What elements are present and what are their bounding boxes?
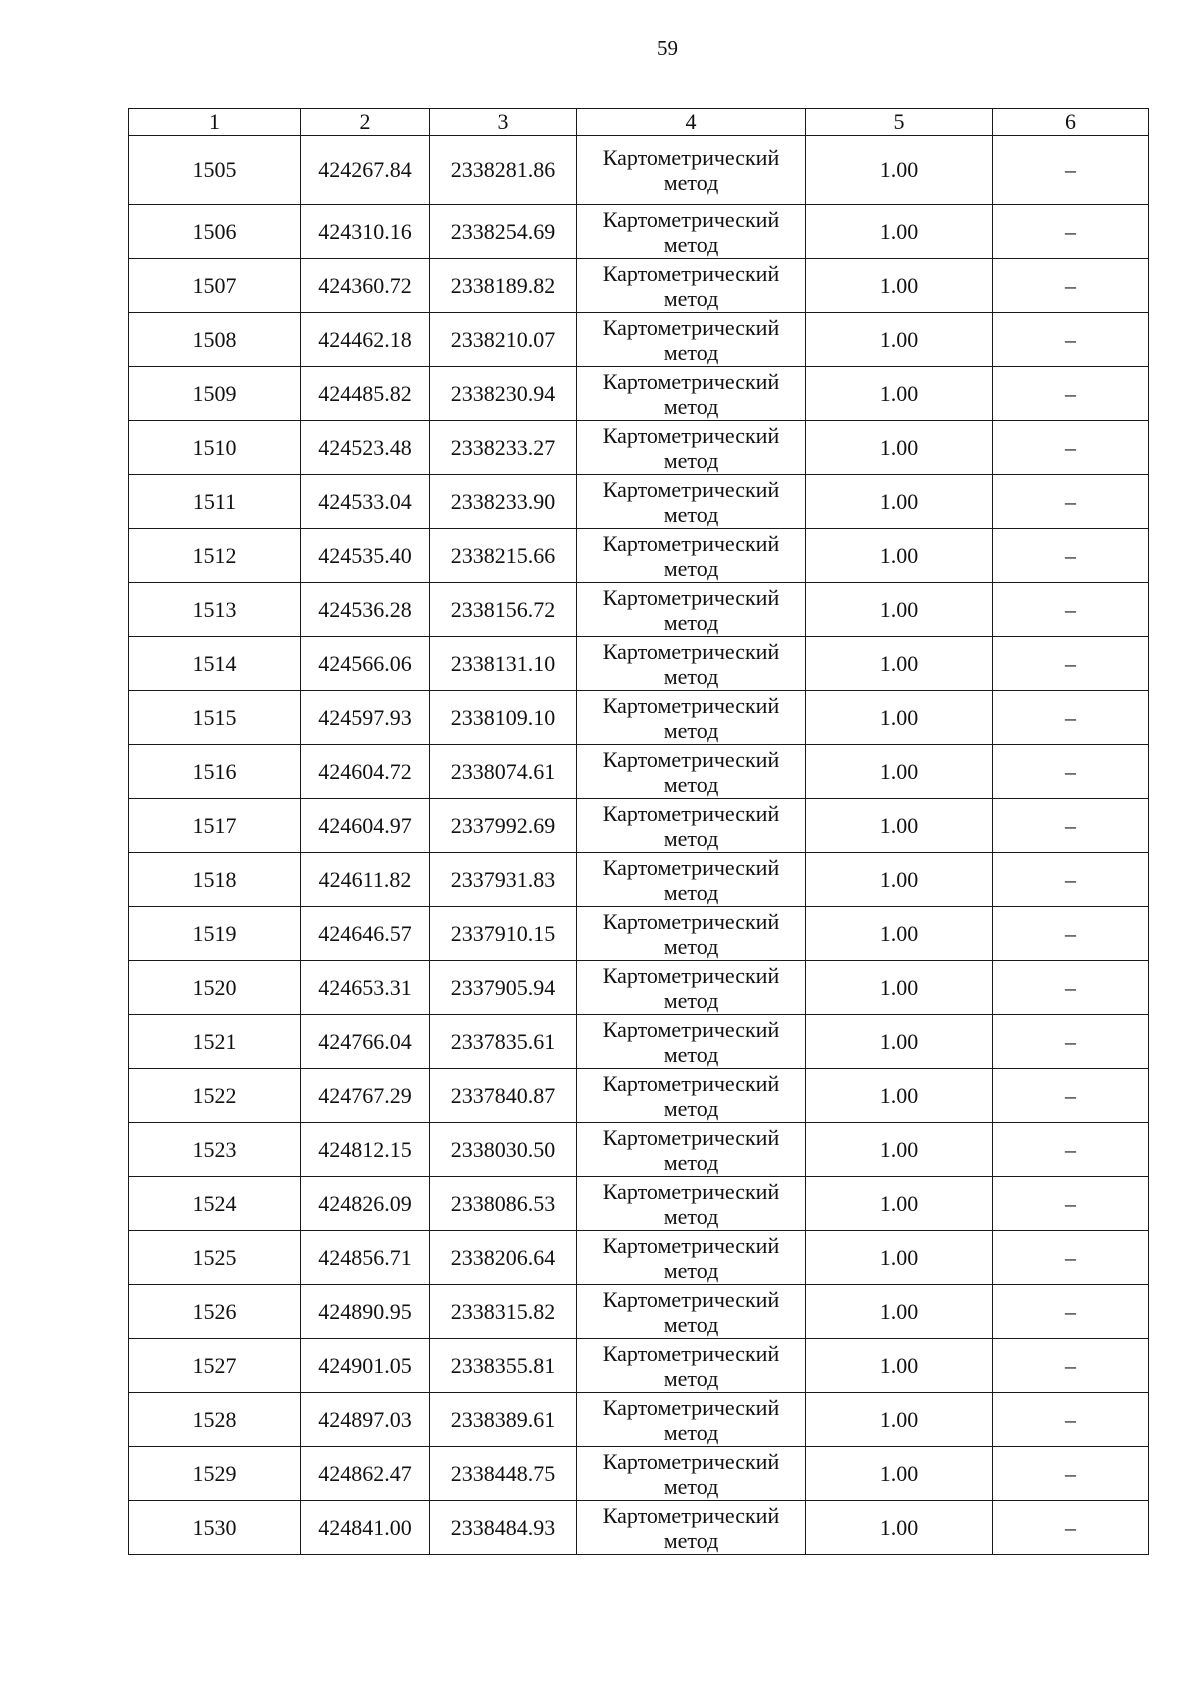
table-row [129, 691, 1149, 745]
method-text-line: Картометрический [602, 962, 780, 988]
method-cell [577, 1339, 806, 1393]
x-coordinate-cell: 424597.93 [301, 691, 430, 745]
accuracy-cell: 1.00 [806, 1339, 993, 1393]
method-text-line: метод [663, 1365, 719, 1391]
point-number-cell: 1511 [129, 475, 301, 529]
note-cell: – [993, 1447, 1149, 1501]
x-coordinate-cell: 424267.84 [301, 136, 430, 205]
method-text-line: Картометрический [602, 1016, 780, 1042]
method-text-line: Картометрический [602, 206, 780, 232]
method-cell [577, 583, 806, 637]
y-coordinate-cell: 2338389.61 [430, 1393, 577, 1447]
y-coordinate-cell: 2338281.86 [430, 136, 577, 205]
method-cell [577, 961, 806, 1015]
x-coordinate-cell: 424566.06 [301, 637, 430, 691]
point-number-cell: 1527 [129, 1339, 301, 1393]
method-text-line: Картометрический [602, 1070, 780, 1096]
table-row [129, 475, 1149, 529]
y-coordinate-cell: 2338086.53 [430, 1177, 577, 1231]
method-cell [577, 691, 806, 745]
x-coordinate-cell: 424646.57 [301, 907, 430, 961]
x-coordinate-cell: 424485.82 [301, 367, 430, 421]
point-number-cell: 1515 [129, 691, 301, 745]
method-cell [577, 136, 806, 205]
point-number-cell: 1516 [129, 745, 301, 799]
x-coordinate-cell: 424653.31 [301, 961, 430, 1015]
accuracy-cell: 1.00 [806, 907, 993, 961]
table-row [129, 799, 1149, 853]
x-coordinate-cell: 424462.18 [301, 313, 430, 367]
point-number-cell: 1514 [129, 637, 301, 691]
table-row [129, 1123, 1149, 1177]
method-cell [577, 1393, 806, 1447]
method-text-line: метод [663, 1473, 719, 1499]
accuracy-cell: 1.00 [806, 853, 993, 907]
y-coordinate-cell: 2338030.50 [430, 1123, 577, 1177]
x-coordinate-cell: 424897.03 [301, 1393, 430, 1447]
accuracy-cell: 1.00 [806, 1501, 993, 1555]
method-cell [577, 907, 806, 961]
x-coordinate-cell: 424826.09 [301, 1177, 430, 1231]
note-cell: – [993, 1177, 1149, 1231]
accuracy-cell: 1.00 [806, 1015, 993, 1069]
y-coordinate-cell: 2337992.69 [430, 799, 577, 853]
y-coordinate-cell: 2338484.93 [430, 1501, 577, 1555]
y-coordinate-cell: 2338230.94 [430, 367, 577, 421]
method-cell [577, 475, 806, 529]
y-coordinate-cell: 2338131.10 [430, 637, 577, 691]
y-coordinate-cell: 2338355.81 [430, 1339, 577, 1393]
accuracy-cell: 1.00 [806, 799, 993, 853]
note-cell: – [993, 637, 1149, 691]
x-coordinate-cell: 424841.00 [301, 1501, 430, 1555]
method-text-line: метод [663, 1257, 719, 1283]
y-coordinate-cell: 2338074.61 [430, 745, 577, 799]
y-coordinate-cell: 2338210.07 [430, 313, 577, 367]
note-cell: – [993, 421, 1149, 475]
header-col-4: 4 [577, 109, 806, 136]
method-cell [577, 529, 806, 583]
method-cell [577, 1285, 806, 1339]
x-coordinate-cell: 424533.04 [301, 475, 430, 529]
method-text-line: Картометрический [602, 422, 780, 448]
x-coordinate-cell: 424604.72 [301, 745, 430, 799]
accuracy-cell: 1.00 [806, 745, 993, 799]
x-coordinate-cell: 424812.15 [301, 1123, 430, 1177]
table-row [129, 205, 1149, 259]
method-text-line: метод [663, 771, 719, 797]
y-coordinate-cell: 2338215.66 [430, 529, 577, 583]
point-number-cell: 1520 [129, 961, 301, 1015]
x-coordinate-cell: 424767.29 [301, 1069, 430, 1123]
method-text-line: метод [663, 1419, 719, 1445]
method-text-line: Картометрический [602, 692, 780, 718]
point-number-cell: 1512 [129, 529, 301, 583]
y-coordinate-cell: 2338206.64 [430, 1231, 577, 1285]
method-cell [577, 1069, 806, 1123]
accuracy-cell: 1.00 [806, 205, 993, 259]
header-col-2: 2 [301, 109, 430, 136]
note-cell: – [993, 529, 1149, 583]
table-row [129, 961, 1149, 1015]
accuracy-cell: 1.00 [806, 1069, 993, 1123]
accuracy-cell: 1.00 [806, 637, 993, 691]
method-text-line: метод [663, 1311, 719, 1337]
table-row [129, 1501, 1149, 1555]
method-text-line: метод [663, 1527, 719, 1553]
y-coordinate-cell: 2338233.90 [430, 475, 577, 529]
method-text-line: Картометрический [602, 1232, 780, 1258]
method-text-line: Картометрический [602, 908, 780, 934]
point-number-cell: 1505 [129, 136, 301, 205]
x-coordinate-cell: 424535.40 [301, 529, 430, 583]
note-cell: – [993, 136, 1149, 205]
header-col-1: 1 [129, 109, 301, 136]
method-text-line: Картометрический [602, 638, 780, 664]
method-cell [577, 1177, 806, 1231]
method-text-line: метод [663, 170, 719, 195]
method-cell [577, 1015, 806, 1069]
table-header [129, 109, 1149, 136]
y-coordinate-cell: 2338156.72 [430, 583, 577, 637]
table-row [129, 259, 1149, 313]
note-cell: – [993, 475, 1149, 529]
method-text-line: Картометрический [602, 1178, 780, 1204]
x-coordinate-cell: 424856.71 [301, 1231, 430, 1285]
x-coordinate-cell: 424604.97 [301, 799, 430, 853]
accuracy-cell: 1.00 [806, 529, 993, 583]
method-text-line: Картометрический [602, 530, 780, 556]
method-text-line: метод [663, 825, 719, 851]
point-number-cell: 1529 [129, 1447, 301, 1501]
method-text-line: Картометрический [602, 854, 780, 880]
method-text-line: Картометрический [602, 1340, 780, 1366]
method-cell [577, 1447, 806, 1501]
note-cell: – [993, 1339, 1149, 1393]
method-text-line: Картометрический [602, 368, 780, 394]
coordinates-table [128, 108, 1149, 1555]
method-text-line: метод [663, 339, 719, 365]
method-text-line: Картометрический [602, 314, 780, 340]
method-text-line: метод [663, 231, 719, 257]
table-row [129, 1177, 1149, 1231]
y-coordinate-cell: 2338189.82 [430, 259, 577, 313]
method-text-line: метод [663, 987, 719, 1013]
method-cell [577, 799, 806, 853]
y-coordinate-cell: 2338233.27 [430, 421, 577, 475]
note-cell: – [993, 1501, 1149, 1555]
method-cell [577, 313, 806, 367]
table-row [129, 529, 1149, 583]
table-row [129, 421, 1149, 475]
table-row [129, 367, 1149, 421]
method-text-line: метод [663, 285, 719, 311]
x-coordinate-cell: 424360.72 [301, 259, 430, 313]
point-number-cell: 1521 [129, 1015, 301, 1069]
table-row [129, 313, 1149, 367]
note-cell: – [993, 367, 1149, 421]
point-number-cell: 1525 [129, 1231, 301, 1285]
x-coordinate-cell: 424611.82 [301, 853, 430, 907]
method-text-line: метод [663, 933, 719, 959]
point-number-cell: 1518 [129, 853, 301, 907]
point-number-cell: 1523 [129, 1123, 301, 1177]
note-cell: – [993, 583, 1149, 637]
accuracy-cell: 1.00 [806, 259, 993, 313]
method-text-line: метод [663, 1203, 719, 1229]
accuracy-cell: 1.00 [806, 367, 993, 421]
accuracy-cell: 1.00 [806, 1231, 993, 1285]
note-cell: – [993, 745, 1149, 799]
header-col-6: 6 [993, 109, 1149, 136]
method-text-line: Картометрический [602, 1448, 780, 1474]
header-col-3: 3 [430, 109, 577, 136]
note-cell: – [993, 205, 1149, 259]
method-text-line: Картометрический [602, 584, 780, 610]
table-row [129, 907, 1149, 961]
accuracy-cell: 1.00 [806, 1123, 993, 1177]
method-text-line: Картометрический [602, 1394, 780, 1420]
header-row [129, 109, 1149, 136]
method-text-line: Картометрический [602, 145, 780, 170]
method-text-line: Картометрический [602, 800, 780, 826]
note-cell: – [993, 691, 1149, 745]
point-number-cell: 1509 [129, 367, 301, 421]
accuracy-cell: 1.00 [806, 1447, 993, 1501]
method-cell [577, 1231, 806, 1285]
table-row [129, 745, 1149, 799]
note-cell: – [993, 1069, 1149, 1123]
note-cell: – [993, 853, 1149, 907]
note-cell: – [993, 1123, 1149, 1177]
table-row [129, 136, 1149, 205]
point-number-cell: 1513 [129, 583, 301, 637]
y-coordinate-cell: 2338315.82 [430, 1285, 577, 1339]
point-number-cell: 1510 [129, 421, 301, 475]
point-number-cell: 1517 [129, 799, 301, 853]
x-coordinate-cell: 424523.48 [301, 421, 430, 475]
y-coordinate-cell: 2337931.83 [430, 853, 577, 907]
accuracy-cell: 1.00 [806, 961, 993, 1015]
x-coordinate-cell: 424310.16 [301, 205, 430, 259]
table-row [129, 583, 1149, 637]
method-text-line: метод [663, 1041, 719, 1067]
table-row [129, 1231, 1149, 1285]
accuracy-cell: 1.00 [806, 313, 993, 367]
table-body [129, 136, 1149, 1555]
point-number-cell: 1508 [129, 313, 301, 367]
method-cell [577, 637, 806, 691]
header-col-5: 5 [806, 109, 993, 136]
table-row [129, 853, 1149, 907]
method-cell [577, 853, 806, 907]
accuracy-cell: 1.00 [806, 475, 993, 529]
point-number-cell: 1524 [129, 1177, 301, 1231]
x-coordinate-cell: 424766.04 [301, 1015, 430, 1069]
point-number-cell: 1506 [129, 205, 301, 259]
accuracy-cell: 1.00 [806, 136, 993, 205]
table-row [129, 1393, 1149, 1447]
note-cell: – [993, 1015, 1149, 1069]
note-cell: – [993, 907, 1149, 961]
note-cell: – [993, 259, 1149, 313]
method-text-line: метод [663, 1095, 719, 1121]
accuracy-cell: 1.00 [806, 1393, 993, 1447]
accuracy-cell: 1.00 [806, 421, 993, 475]
method-cell [577, 1123, 806, 1177]
method-text-line: метод [663, 393, 719, 419]
y-coordinate-cell: 2338448.75 [430, 1447, 577, 1501]
table-row [129, 1339, 1149, 1393]
accuracy-cell: 1.00 [806, 1285, 993, 1339]
note-cell: – [993, 313, 1149, 367]
point-number-cell: 1530 [129, 1501, 301, 1555]
table-row [129, 1069, 1149, 1123]
page-number: 59 [657, 36, 678, 60]
method-text-line: метод [663, 879, 719, 905]
point-number-cell: 1528 [129, 1393, 301, 1447]
x-coordinate-cell: 424862.47 [301, 1447, 430, 1501]
note-cell: – [993, 961, 1149, 1015]
method-text-line: Картометрический [602, 1286, 780, 1312]
table-row [129, 637, 1149, 691]
point-number-cell: 1526 [129, 1285, 301, 1339]
method-text-line: метод [663, 447, 719, 473]
accuracy-cell: 1.00 [806, 583, 993, 637]
x-coordinate-cell: 424901.05 [301, 1339, 430, 1393]
method-text-line: метод [663, 501, 719, 527]
method-text-line: метод [663, 717, 719, 743]
table-row [129, 1285, 1149, 1339]
method-text-line: метод [663, 1149, 719, 1175]
y-coordinate-cell: 2337835.61 [430, 1015, 577, 1069]
method-text-line: метод [663, 663, 719, 689]
method-cell [577, 745, 806, 799]
note-cell: – [993, 1231, 1149, 1285]
method-cell [577, 421, 806, 475]
method-cell [577, 367, 806, 421]
note-cell: – [993, 1393, 1149, 1447]
method-cell [577, 205, 806, 259]
method-text-line: Картометрический [602, 260, 780, 286]
y-coordinate-cell: 2338109.10 [430, 691, 577, 745]
x-coordinate-cell: 424536.28 [301, 583, 430, 637]
y-coordinate-cell: 2338254.69 [430, 205, 577, 259]
point-number-cell: 1519 [129, 907, 301, 961]
method-text-line: Картометрический [602, 1124, 780, 1150]
method-text-line: метод [663, 555, 719, 581]
point-number-cell: 1522 [129, 1069, 301, 1123]
note-cell: – [993, 799, 1149, 853]
note-cell: – [993, 1285, 1149, 1339]
accuracy-cell: 1.00 [806, 1177, 993, 1231]
method-text-line: Картометрический [602, 746, 780, 772]
method-text-line: Картометрический [602, 1502, 780, 1528]
method-text-line: Картометрический [602, 476, 780, 502]
method-text-line: метод [663, 609, 719, 635]
table-row [129, 1015, 1149, 1069]
y-coordinate-cell: 2337840.87 [430, 1069, 577, 1123]
x-coordinate-cell: 424890.95 [301, 1285, 430, 1339]
accuracy-cell: 1.00 [806, 691, 993, 745]
y-coordinate-cell: 2337905.94 [430, 961, 577, 1015]
point-number-cell: 1507 [129, 259, 301, 313]
y-coordinate-cell: 2337910.15 [430, 907, 577, 961]
method-cell [577, 259, 806, 313]
table-row [129, 1447, 1149, 1501]
method-cell [577, 1501, 806, 1555]
